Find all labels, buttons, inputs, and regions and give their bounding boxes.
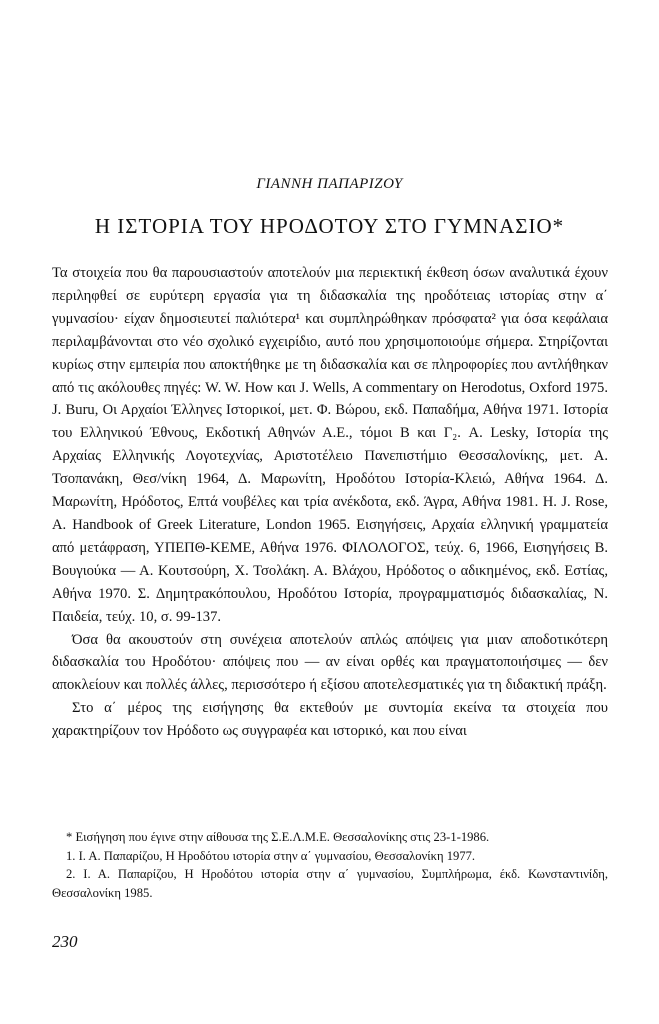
footnote: 1. Ι. Α. Παπαρίζου, Η Ηροδότου ιστορία στην α΄ γυμνασίου, Θεσσαλονίκη 1977. xyxy=(66,848,476,863)
article-title: Η ΙΣΤΟΡΙΑ ΤΟΥ ΗΡΟΔΟΤΟΥ ΣΤΟ ΓΥΜΝΑΣΙΟ* xyxy=(94,214,565,238)
footnotes xyxy=(52,828,608,902)
footnote: 2. Ι. Α. Παπαρίζου, Η Ηροδότου ιστορία στην α΄ γυμνασίου, Συμπλήρωμα, έκδ. Κωνσταντινίδη, Θεσσαλονίκη 1985. xyxy=(52,867,608,900)
body-paragraph: Τα στοιχεία που θα παρουσιαστούν αποτελούν μια περιεκτική έκθεση όσων αναλυτικά έχουν περιληφθεί σε ευρύτερη εργασία για τη διδασκαλία της ηροδότειας ιστορίας στην α΄ γυμνασίου· είχαν δημοσιευτεί παλιότερα¹ και συμπληρώθηκαν πρόσφατα² για όσα κεφάλαια περιλαμβάνονται στο νέο σχολικό εγχειρίδιο, αυτό που χρησιμοποιούμε σήμερα. Στηρίζονται κυρίως στην εμπειρία που αποκτήθηκε με τη διδασκαλία και σε πληροφορίες που αντλήθηκαν από τις ακόλουθες πηγές: W. W. How και J. Wells, A commentary on Herodotus, Oxford 1975. J. Buru, Οι Αρχαίοι Έλληνες Ιστορικοί, μετ. Φ. Βώρου, εκδ. Παπαδήμα, Αθήνα 1971. Ιστορία του Ελληνικού Έθνους, Εκδοτική Αθηνών Α.Ε., τόμοι Β και Γ₂. A. Lesky, Ιστορία της Αρχαίας Ελληνικής Λογοτεχνίας, Αριστοτέλειο Πανεπιστήμιο Θεσσαλονίκης, μετ. Α. Τσοπανάκη, Θεσ/νίκη 1964, Δ. Μαρωνίτη, Ηροδότου Ιστορία-Κλειώ, Αθήνα 1964. Δ. Μαρωνίτη, Ηρόδοτος, Επτά νουβέλες και τρία ανέκδοτα, εκδ. Άγρα, Αθήνα 1981. H. J. Rose, A. Handbook of Greek Literature, London 1965. Εισηγήσεις, Αρχαία ελληνική γραμματεία από μετάφραση, ΥΠΕΠΘ-ΚΕΜΕ, Αθήνα 1976. ΦΙΛΟΛΟΓΟΣ, τεύχ. 6, 1966, Εισηγήσεις Β. Βουγιούκα — Α. Κουτσούρη, Χ. Τσολάκη. Α. Βλάχου, Ηρόδοτος ο αδικημένος, εκδ. Εστίας, Αθήνα 1970. Σ. Δημητρακόπουλου, Ηροδότου Ιστορία, προγραμματισμός διδασκαλίας, Ν. Παιδεία, τεύχ. 10, σ. 99-137. xyxy=(52,265,608,625)
body-paragraph: Στο α΄ μέρος της εισήγησης θα εκτεθούν με συντομία εκείνα τα στοιχεία που χαρακτηρίζουν τον Ηρόδοτο ως συγγραφέα και ιστορικό, και που είναι xyxy=(52,700,608,740)
author-name: ΓΙΑΝΝΗ ΠΑΠΑΡΙΖΟΥ xyxy=(256,176,403,192)
article-body xyxy=(52,262,608,743)
footnote: * Εισήγηση που έγινε στην αίθουσα της Σ.Ε.Λ.Μ.Ε. Θεσσαλονίκης στις 23-1-1986. xyxy=(66,830,490,844)
body-paragraph: Όσα θα ακουστούν στη συνέχεια αποτελούν απλώς απόψεις για μιαν αποδοτικότερη διδασκαλία του Ηροδότου· απόψεις που — αν είναι ορθές και πραγματοποιήσιμες — δεν αποκλείουν και πολλές άλλες, περισσότερο ή εξίσου αποτελεσματικές για τη διδακτική πράξη. xyxy=(52,631,608,694)
page-number: 230 xyxy=(52,932,78,951)
